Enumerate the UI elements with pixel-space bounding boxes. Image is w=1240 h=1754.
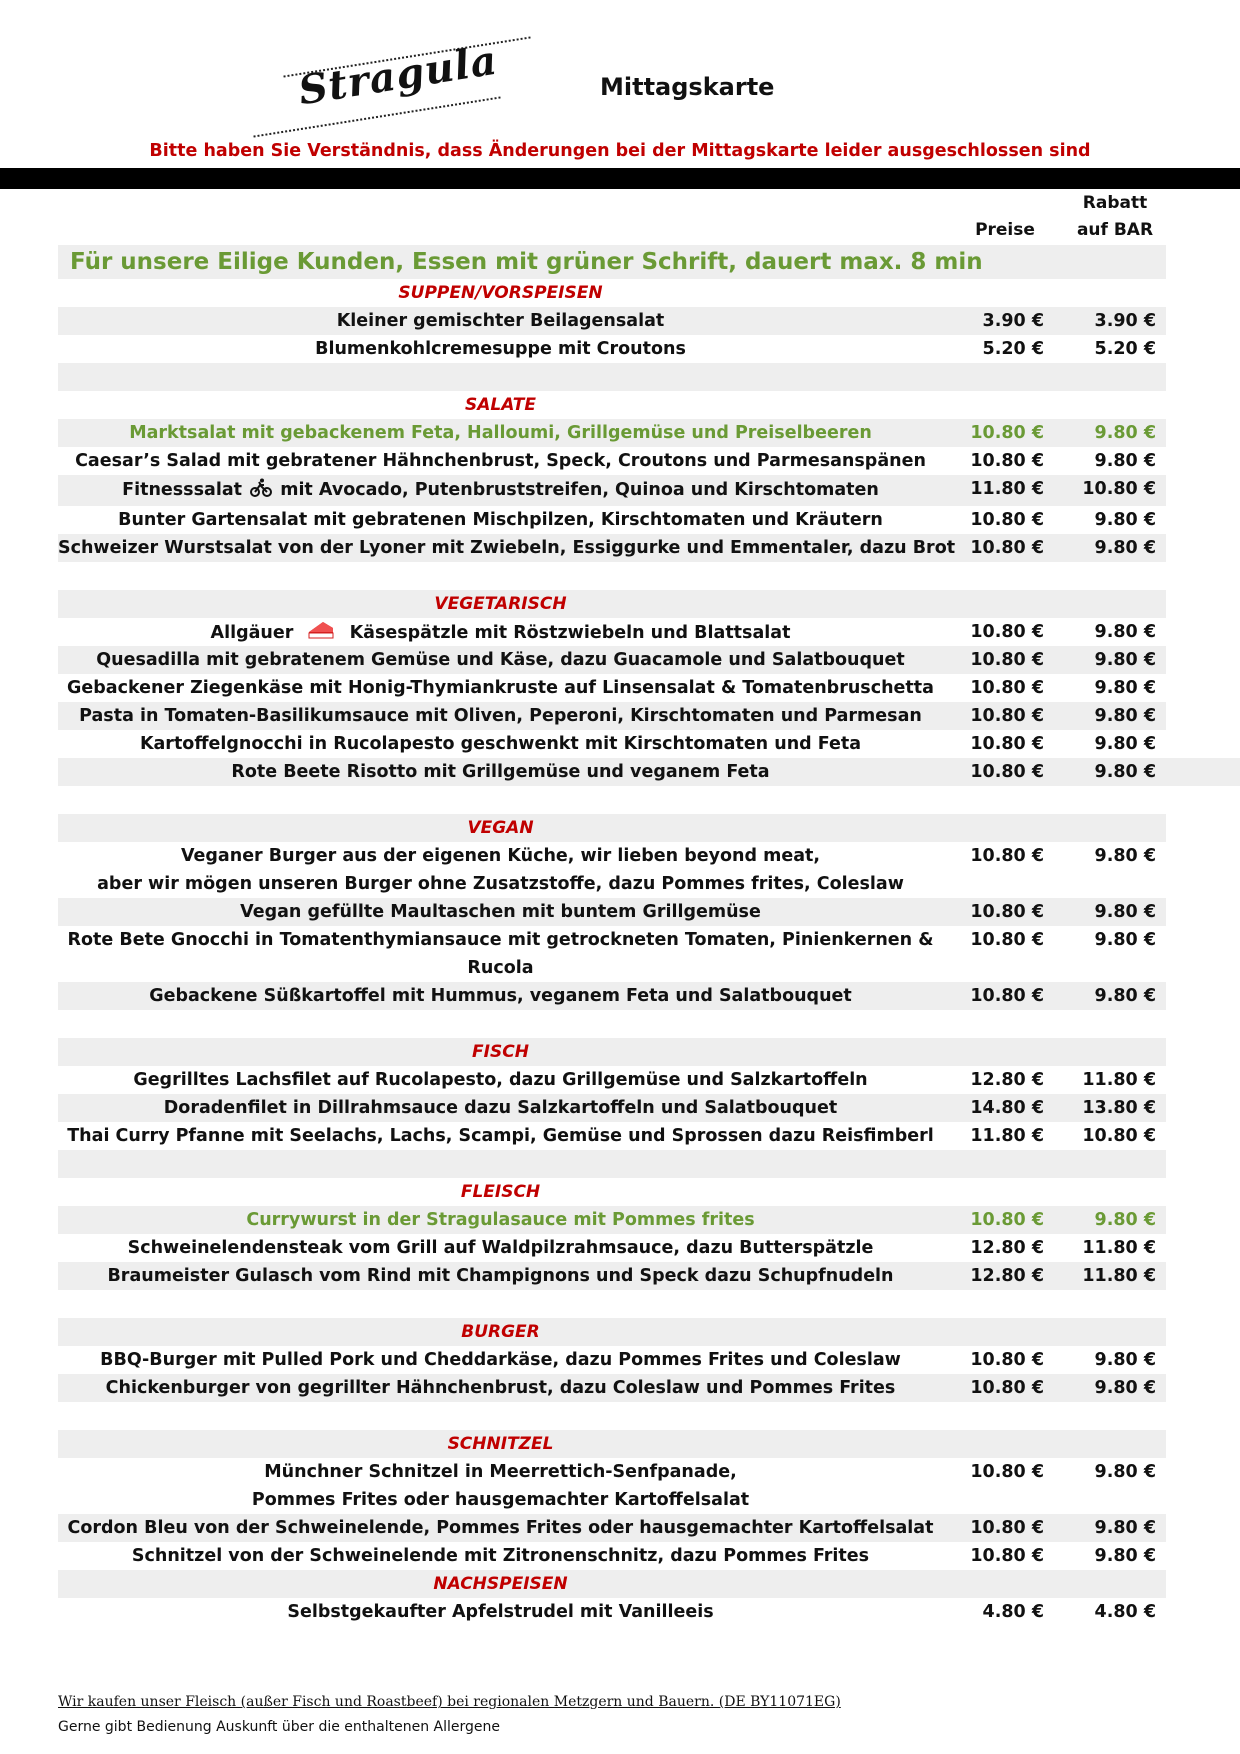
menu-item: Gebackener Ziegenkäse mit Honig-Thymiankruste auf Linsensalat & Tomatenbruschetta [67, 678, 934, 698]
item-price: 10.80 € [970, 538, 1044, 558]
item-name-part: mit Avocado, Putenbruststreifen, Quinoa und Kirschtomaten [280, 480, 879, 500]
menu-item: Gebackene Süßkartoffel mit Hummus, veganem Feta und Salatbouquet [149, 986, 852, 1006]
page-title: Mittagskarte [600, 73, 775, 101]
section-schnitzel: SCHNITZEL [447, 1434, 554, 1454]
section-fleisch: FLEISCH [460, 1182, 541, 1202]
section-vegan: VEGAN [467, 818, 534, 838]
item-rabatt-price: 4.80 € [1094, 1602, 1156, 1622]
menu-item: Bunter Gartensalat mit gebratenen Mischpilzen, Kirschtomaten und Kräutern [118, 510, 883, 530]
item-price: 10.80 € [970, 1210, 1044, 1230]
menu-item: Caesar’s Salad mit gebratener Hähnchenbrust, Speck, Croutons und Parmesanspänen [75, 451, 926, 471]
menu-item: Doradenfilet in Dillrahmsauce dazu Salzkartoffeln und Salatbouquet [163, 1098, 838, 1118]
row-shade [58, 1150, 1166, 1178]
item-price: 14.80 € [970, 1098, 1044, 1118]
item-price: 4.80 € [982, 1602, 1044, 1622]
section-salate: SALATE [465, 395, 536, 415]
section-nachspeisen: NACHSPEISEN [433, 1574, 568, 1594]
menu-item: Braumeister Gulasch vom Rind mit Champignons und Speck dazu Schupfnudeln [107, 1266, 894, 1286]
item-price: 10.80 € [970, 423, 1044, 443]
item-rabatt-price: 9.80 € [1094, 538, 1156, 558]
menu-item: Thai Curry Pfanne mit Seelachs, Lachs, Scampi, Gemüse und Sprossen dazu Reisfimberl [67, 1126, 934, 1146]
item-rabatt-price: 9.80 € [1094, 762, 1156, 782]
menu-item-line1: Veganer Burger aus der eigenen Küche, wir lieben beyond meat, [180, 846, 821, 866]
menu-item: Kleiner gemischter Beilagensalat [336, 311, 665, 331]
item-rabatt-price: 5.20 € [1094, 339, 1156, 359]
menu-item-line2: Pommes Frites oder hausgemachter Kartoffelsalat [251, 1490, 750, 1510]
item-rabatt-price: 9.80 € [1094, 902, 1156, 922]
logo [252, 38, 544, 128]
item-rabatt-price: 11.80 € [1082, 1266, 1156, 1286]
item-rabatt-price: 13.80 € [1082, 1098, 1156, 1118]
menu-item-line1: Rote Bete Gnocchi in Tomatenthymiansauce mit getrockneten Tomaten, Pinienkernen & [67, 930, 934, 950]
menu-item: Schweizer Wurstsalat von der Lyoner mit Zwiebeln, Essiggurke und Emmentaler, dazu Brot [58, 538, 956, 558]
item-name-part: Käsespätzle mit Röstzwiebeln und Blattsalat [349, 623, 791, 643]
menu-item: Schweinelendensteak vom Grill auf Waldpilzrahmsauce, dazu Butterspätzle [127, 1238, 874, 1258]
menu-item-quick: Currywurst in der Stragulasauce mit Pommes frites [246, 1210, 755, 1230]
item-price: 11.80 € [970, 479, 1044, 499]
bicycle-icon [250, 478, 272, 498]
logo-text: Stragula [295, 36, 501, 115]
item-price: 12.80 € [970, 1266, 1044, 1286]
menu-item-line1: Münchner Schnitzel in Meerrettich-Senfpanade, [264, 1462, 737, 1482]
quick-meals-note: Für unsere Eilige Kunden, Essen mit grüner Schrift, dauert max. 8 min [70, 249, 983, 275]
item-price: 10.80 € [970, 706, 1044, 726]
footer-allergen-info: Gerne gibt Bedienung Auskunft über die enthaltenen Allergene [58, 1719, 500, 1735]
menu-item: Chickenburger von gegrillter Hähnchenbrust, dazu Coleslaw und Pommes Frites [105, 1378, 896, 1398]
item-price: 10.80 € [970, 1378, 1044, 1398]
item-price: 11.80 € [970, 1126, 1044, 1146]
item-rabatt-price: 9.80 € [1094, 1546, 1156, 1566]
menu-item [58, 476, 943, 504]
menu-item: Kartoffelgnocchi in Rucolapesto geschwenkt mit Kirschtomaten und Feta [139, 734, 862, 754]
item-rabatt-price: 9.80 € [1094, 650, 1156, 670]
section-burger: BURGER [461, 1322, 540, 1342]
menu-item: Rote Beete Risotto mit Grillgemüse und veganem Feta [231, 762, 770, 782]
item-price: 12.80 € [970, 1070, 1044, 1090]
menu-item: Quesadilla mit gebratenem Gemüse und Käse, dazu Guacamole und Salatbouquet [96, 650, 905, 670]
item-price: 10.80 € [970, 451, 1044, 471]
column-header-preise: Preise [975, 220, 1035, 240]
item-price: 10.80 € [970, 1518, 1044, 1538]
item-price: 10.80 € [970, 762, 1044, 782]
item-rabatt-price: 9.80 € [1094, 622, 1156, 642]
menu-item [58, 619, 943, 647]
row-shade [58, 363, 1166, 391]
section-fisch: FISCH [472, 1042, 529, 1062]
item-price: 10.80 € [970, 650, 1044, 670]
item-rabatt-price: 11.80 € [1082, 1238, 1156, 1258]
item-price: 10.80 € [970, 846, 1044, 866]
menu-item: Blumenkohlcremesuppe mit Croutons [315, 339, 686, 359]
footer-meat-origin: Wir kaufen unser Fleisch (außer Fisch und Roastbeef) bei regionalen Metzgern und Bauern. (DE BY11071EG) [58, 1694, 841, 1710]
item-name-part: Fitnesssalat [122, 480, 243, 500]
cheese-icon [307, 619, 335, 641]
item-rabatt-price: 9.80 € [1094, 986, 1156, 1006]
item-rabatt-price: 9.80 € [1094, 451, 1156, 471]
section-vegetarisch: VEGETARISCH [434, 594, 567, 614]
rabatt-header-line2: auf BAR [1076, 220, 1154, 240]
item-price: 10.80 € [970, 986, 1044, 1006]
menu-item: Selbstgekaufter Apfelstrudel mit Vanilleeis [287, 1602, 714, 1622]
menu-item: BBQ-Burger mit Pulled Pork und Cheddarkäse, dazu Pommes Frites und Coleslaw [100, 1350, 901, 1370]
item-name-part: Allgäuer [210, 623, 294, 643]
item-rabatt-price: 9.80 € [1094, 1350, 1156, 1370]
item-price: 10.80 € [970, 930, 1044, 950]
item-price: 10.80 € [970, 1350, 1044, 1370]
item-price: 5.20 € [982, 339, 1044, 359]
menu-item: Schnitzel von der Schweinelende mit Zitronenschnitz, dazu Pommes Frites [131, 1546, 870, 1566]
item-rabatt-price: 10.80 € [1082, 1126, 1156, 1146]
column-header-rabatt [1060, 190, 1170, 244]
menu-item: Cordon Bleu von der Schweinelende, Pommes Frites oder hausgemachter Kartoffelsalat [67, 1518, 934, 1538]
item-rabatt-price: 9.80 € [1094, 930, 1156, 950]
item-price: 12.80 € [970, 1238, 1044, 1258]
item-rabatt-price: 10.80 € [1082, 479, 1156, 499]
notice-text: Bitte haben Sie Verständnis, dass Änderungen bei der Mittagskarte leider ausgeschlossen sind [149, 141, 1091, 161]
item-rabatt-price: 9.80 € [1094, 706, 1156, 726]
header-divider-bar [0, 168, 1240, 189]
menu-item: Gegrilltes Lachsfilet auf Rucolapesto, dazu Grillgemüse und Salzkartoffeln [133, 1070, 868, 1090]
item-rabatt-price: 9.80 € [1094, 423, 1156, 443]
item-price: 10.80 € [970, 510, 1044, 530]
item-rabatt-price: 9.80 € [1094, 846, 1156, 866]
item-rabatt-price: 9.80 € [1094, 1462, 1156, 1482]
item-price: 10.80 € [970, 678, 1044, 698]
item-price: 3.90 € [982, 311, 1044, 331]
item-price: 10.80 € [970, 734, 1044, 754]
item-price: 10.80 € [970, 1462, 1044, 1482]
menu-item-line2: Rucola [467, 958, 534, 978]
item-rabatt-price: 9.80 € [1094, 1518, 1156, 1538]
section-suppen: SUPPEN/VORSPEISEN [398, 283, 603, 303]
menu-item-quick: Marktsalat mit gebackenem Feta, Halloumi, Grillgemüse und Preiselbeeren [129, 423, 872, 443]
menu-item: Pasta in Tomaten-Basilikumsauce mit Oliven, Peperoni, Kirschtomaten und Parmesan [79, 706, 922, 726]
item-rabatt-price: 9.80 € [1094, 678, 1156, 698]
rabatt-header-line1: Rabatt [1082, 193, 1148, 213]
item-price: 10.80 € [970, 902, 1044, 922]
item-rabatt-price: 9.80 € [1094, 1210, 1156, 1230]
item-rabatt-price: 9.80 € [1094, 510, 1156, 530]
item-rabatt-price: 9.80 € [1094, 734, 1156, 754]
item-rabatt-price: 9.80 € [1094, 1378, 1156, 1398]
menu-item: Vegan gefüllte Maultaschen mit buntem Grillgemüse [240, 902, 761, 922]
menu-item-line2: aber wir mögen unseren Burger ohne Zusatzstoffe, dazu Pommes frites, Coleslaw [97, 874, 904, 894]
item-rabatt-price: 3.90 € [1094, 311, 1156, 331]
item-price: 10.80 € [970, 622, 1044, 642]
item-rabatt-price: 11.80 € [1082, 1070, 1156, 1090]
item-price: 10.80 € [970, 1546, 1044, 1566]
